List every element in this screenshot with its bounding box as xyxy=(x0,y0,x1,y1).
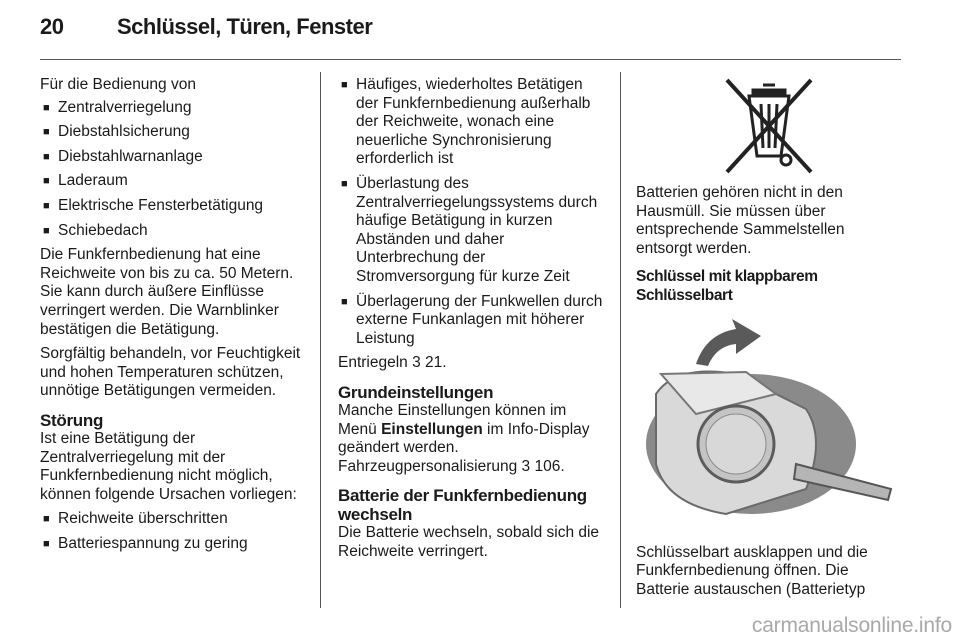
page-number: 20 xyxy=(40,14,64,39)
care-paragraph: Sorgfältig behandeln, vor Feuchtigkeit und hohen Temperaturen schützen, unnötige Betätigungen vermeiden. xyxy=(40,345,301,400)
list-item: ■ Batteriespannung zu gering xyxy=(40,535,308,554)
column-1 xyxy=(40,76,308,559)
page-reference-link[interactable]: 3 106. xyxy=(521,457,565,475)
list-item: ■ Elektrische Fensterbetätigung xyxy=(40,197,308,216)
list-item: ■ Überlastung des Zentralverriegelungssystems durch häufige Betätigung in kurzen Abständen und daher Unterbrechung der Stromversorgung für kurze Zeit xyxy=(338,175,606,287)
fault-paragraph: Ist eine Betätigung der Zentralverriegelung mit der Funkfernbedienung nicht möglich, können folgende Ursachen vorliegen: xyxy=(40,429,297,503)
list-item: ■ Schiebedach xyxy=(40,222,308,241)
list-item: ■ Zentralverriegelung xyxy=(40,99,308,118)
key-instructions-paragraph: Schlüsselbart ausklappen und die Funkfernbedienung öffnen. Die Batterie austauschen (Batterietyp xyxy=(636,543,868,598)
basic-settings-heading: Grundeinstellungen xyxy=(338,382,494,402)
list-item: ■ Überlagerung der Funkwellen durch externe Funkanlagen mit höherer Leistung xyxy=(338,293,606,349)
list-item: ■ Laderaum xyxy=(40,172,308,191)
folding-key-heading: Schlüssel mit klappbarem Schlüsselbart xyxy=(636,268,818,304)
folding-key-illustration xyxy=(636,314,902,534)
usage-intro: Für die Bedienung von xyxy=(40,76,196,93)
column-divider-1 xyxy=(320,72,321,608)
page-reference-link[interactable]: 3 21. xyxy=(412,354,447,372)
page-title: Schlüssel, Türen, Fenster xyxy=(117,14,373,39)
header-rule xyxy=(40,59,901,60)
page-header xyxy=(40,14,916,50)
watermark: carmanualsonline.info xyxy=(751,614,952,637)
basic-settings-paragraph: Manche Einstellungen können im Menü Einstellungen im Info-Display geändert werden. Fahrzeugpersonalisierung 3 106. xyxy=(338,401,590,475)
disposal-paragraph: Batterien gehören nicht in den Hausmüll. Sie müssen über entsprechende Sammelstellen entsorgt werden. xyxy=(636,184,845,257)
settings-menu-name: Einstellungen xyxy=(381,420,483,438)
list-item: ■ Reichweite überschritten xyxy=(40,510,308,529)
crossed-out-bin-icon xyxy=(719,76,819,176)
function-list xyxy=(40,99,308,241)
range-paragraph: Die Funkfernbedienung hat eine Reichweite von bis zu ca. 50 Metern. Sie kann durch äußere Einflüsse verringert werden. Die Warnblinker bestätigen die Betätigung. xyxy=(40,246,294,338)
column-2 xyxy=(338,76,606,567)
fault-cause-list xyxy=(40,510,308,553)
list-item: ■ Diebstahlwarnanlage xyxy=(40,148,308,167)
column-divider-2 xyxy=(620,72,621,608)
fault-heading: Störung xyxy=(40,410,104,430)
column-3 xyxy=(636,76,902,605)
fault-cause-list-continued xyxy=(338,76,606,348)
battery-change-heading: Batterie der Funkfernbedienung wechseln xyxy=(338,486,587,525)
list-item: ■ Diebstahlsicherung xyxy=(40,123,308,142)
battery-change-paragraph: Die Batterie wechseln, sobald sich die Reichweite verringert. xyxy=(338,524,600,560)
unlock-reference: Entriegeln 3 21. xyxy=(338,354,447,372)
list-item: ■ Häufiges, wiederholtes Betätigen der Funkfernbedienung außerhalb der Reichweite, wonach eine neuerliche Synchronisierung erforderlich ist xyxy=(338,76,606,169)
